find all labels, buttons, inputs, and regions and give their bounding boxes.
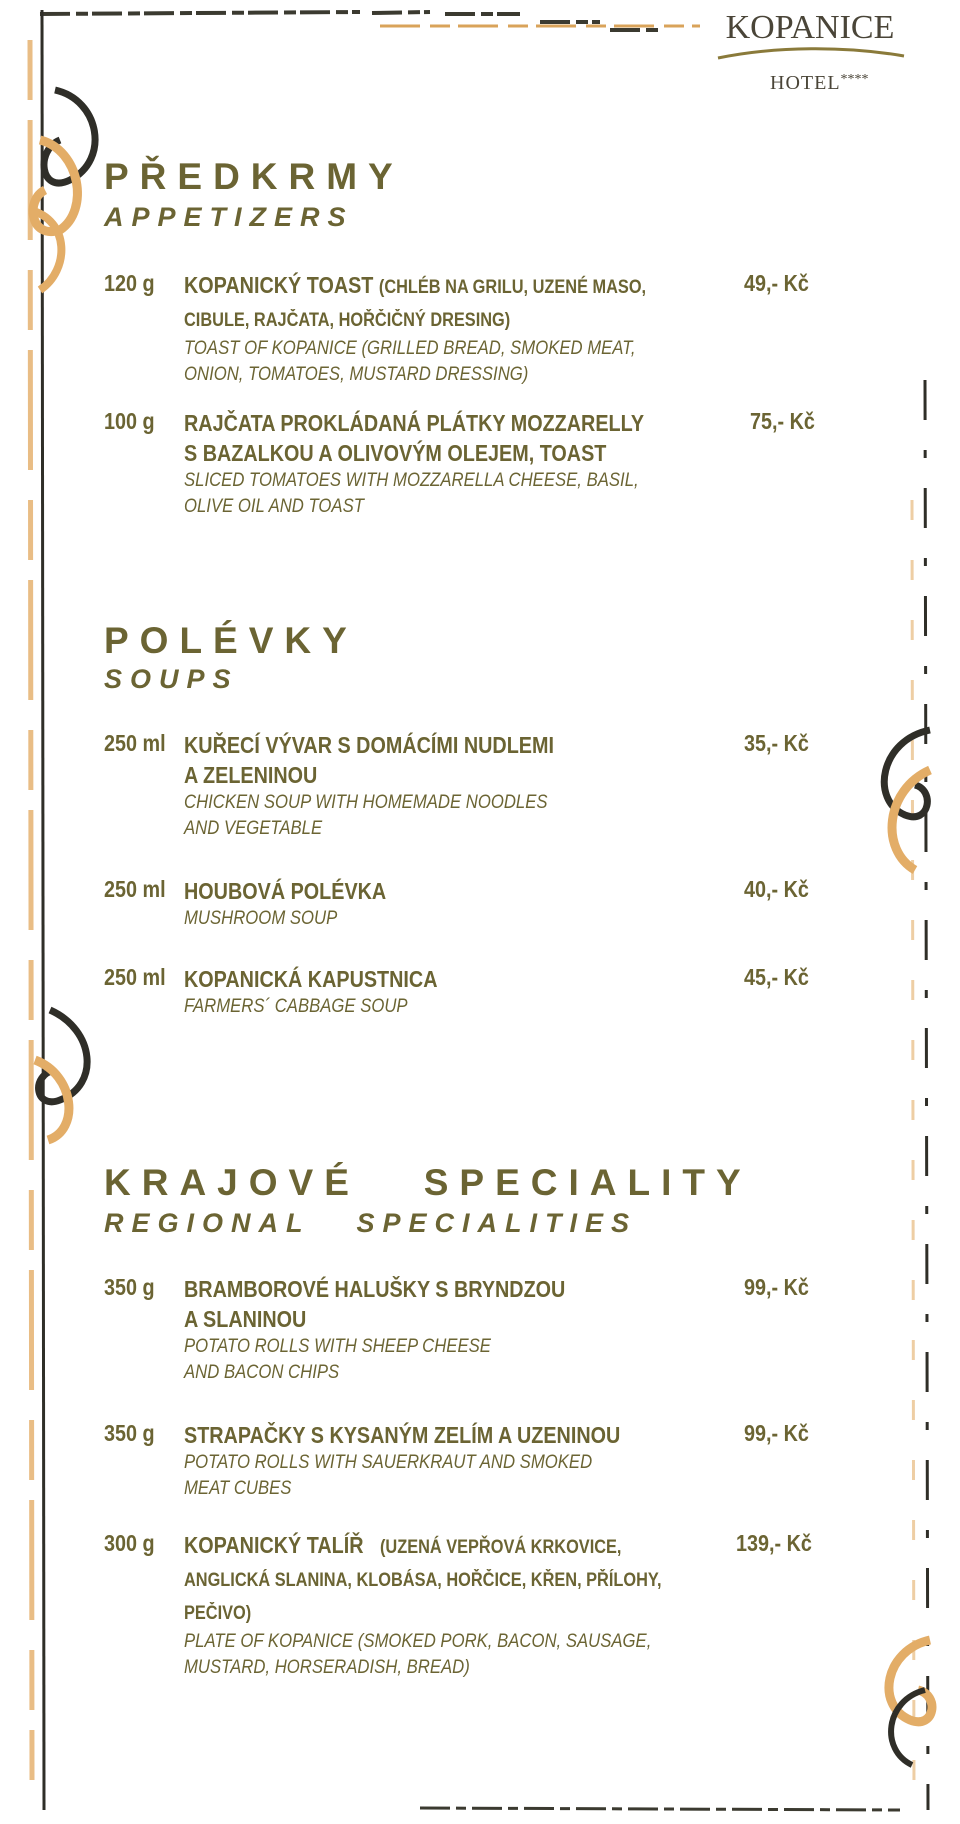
item-name-cz: STRAPAČKY S KYSANÝM ZELÍM A UZENINOU [184,1422,621,1448]
item-name-en: PLATE OF KOPANICE (SMOKED PORK, BACON, SAUSAGE, [184,1631,652,1652]
item-name-en: SLICED TOMATOES WITH MOZZARELLA CHEESE, BASIL, [184,470,639,491]
logo-sub-text: HOTEL [770,72,841,94]
item-name-cz: A SLANINOU [184,1306,307,1332]
item-name-en: MEAT CUBES [184,1478,292,1499]
item-quantity: 100 g [104,408,155,434]
item-name-cz: KUŘECÍ VÝVAR S DOMÁCÍMI NUDLEMI [184,732,554,758]
item-quantity: 350 g [104,1420,155,1446]
item-price: 35,- Kč [744,730,809,756]
item-name-en: AND BACON CHIPS [184,1362,340,1383]
item-name-cz: KOPANICKÁ KAPUSTNICA [184,966,438,992]
item-name-en: TOAST OF KOPANICE (GRILLED BREAD, SMOKED MEAT, [184,338,636,359]
item-name-cz-detail: (CHLÉB NA GRILU, UZENÉ MASO, [378,277,647,298]
item-quantity: 350 g [104,1274,155,1300]
item-name-cz: S BAZALKOU A OLIVOVÝM OLEJEM, TOAST [184,440,607,466]
section-title-appetizers: PŘEDKRMY [104,156,404,197]
item-name-cz-line: KOPANICKÝ TOAST [184,272,374,298]
logo-name: KOPANICE [725,9,895,46]
logo-swoosh-icon [716,44,906,68]
item-name-en: MUSHROOM SOUP [184,908,338,929]
item-quantity: 250 ml [104,964,166,990]
item-name-cz-detail: PEČIVO) [184,1603,252,1624]
item-name-en: ONION, TOMATOES, MUSTARD DRESSING) [184,364,529,385]
item-name-cz: HOUBOVÁ POLÉVKA [184,878,387,904]
item-name-cz: BRAMBOROVÉ HALUŠKY S BRYNDZOU [184,1276,566,1302]
logo-subtitle [770,72,869,95]
item-body [184,408,844,520]
item-price: 45,- Kč [744,964,809,990]
item-name-en: OLIVE OIL AND TOAST [184,496,364,517]
item-price: 99,- Kč [744,1274,809,1300]
section-title-soups: POLÉVKY [104,620,358,661]
item-name-en: CHICKEN SOUP WITH HOMEMADE NOODLES [184,792,548,813]
item-price: 139,- Kč [736,1530,812,1556]
item-name-cz-line: KOPANICKÝ TALÍŘ [184,1532,364,1558]
item-name-cz-line [184,1563,752,1596]
section-subtitle-regional: REGIONAL SPECIALITIES [104,1208,638,1238]
section-title-regional: KRAJOVÉ SPECIALITY [104,1162,752,1203]
item-name-cz-line [184,303,752,336]
item-name-cz: RAJČATA PROKLÁDANÁ PLÁTKY MOZZARELLY [184,410,645,436]
item-quantity: 300 g [104,1530,155,1556]
item-name-cz-detail: CIBULE, RAJČATA, HOŘČIČNÝ DRESING) [184,310,511,331]
item-price: 75,- Kč [750,408,815,434]
item-name-en: POTATO ROLLS WITH SAUERKRAUT AND SMOKED [184,1452,593,1473]
item-price: 49,- Kč [744,270,809,296]
item-name-cz-detail: (UZENÁ VEPŘOVÁ KRKOVICE, [379,1537,622,1558]
item-name-en: AND VEGETABLE [184,818,323,839]
item-name-cz [184,1530,752,1563]
item-name-cz-line [184,1596,752,1629]
item-name-cz [184,270,752,303]
item-name-en: FARMERS´ CABBAGE SOUP [184,996,408,1017]
item-quantity: 250 ml [104,876,166,902]
item-price: 99,- Kč [744,1420,809,1446]
item-quantity: 250 ml [104,730,166,756]
hotel-logo [710,8,910,98]
item-price: 40,- Kč [744,876,809,902]
item-name-cz: A ZELENINOU [184,762,318,788]
logo-stars: **** [840,72,869,87]
item-quantity: 120 g [104,270,155,296]
item-name-en: MUSTARD, HORSERADISH, BREAD) [184,1657,470,1678]
item-name-cz-detail: ANGLICKÁ SLANINA, KLOBÁSA, HOŘČICE, KŘEN, PŘÍLOHY, [184,1570,662,1591]
section-subtitle-appetizers: APPETIZERS [104,202,354,232]
item-name-en: POTATO ROLLS WITH SHEEP CHEESE [184,1336,491,1357]
section-subtitle-soups: SOUPS [104,664,239,694]
